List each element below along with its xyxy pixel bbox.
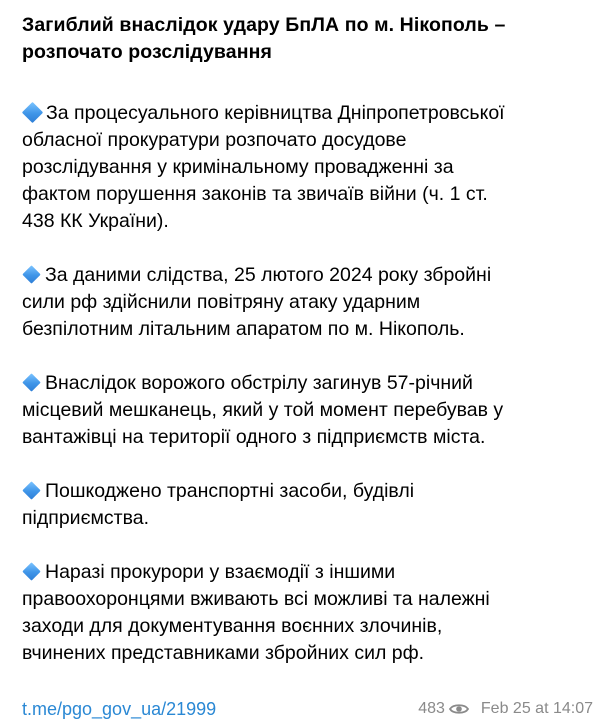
paragraph-3: Внаслідок ворожого обстрілу загинув 57-річний місцевий мешканець, який у той момент перебував у вантажівці на території одного з підприємств міста.: [22, 372, 504, 448]
blue-diamond-icon: [22, 563, 40, 581]
paragraph-5: Наразі прокурори у взаємодії з іншими правоохоронцями вживають всі можливі та належні заходи для документування воєнних злочинів, вчинених представниками збройних сил рф.: [22, 561, 490, 664]
post-link[interactable]: t.me/pgo_gov_ua/21999: [22, 698, 217, 719]
message-footer: [22, 697, 593, 721]
blue-diamond-icon: [22, 482, 40, 500]
blue-diamond-icon: [22, 374, 40, 392]
message-meta: [418, 700, 593, 718]
blue-diamond-icon: [22, 266, 40, 284]
blue-diamond-icon: [22, 102, 43, 123]
post-title-line-2: розпочато розслідування: [22, 41, 272, 63]
post-title: [22, 12, 591, 66]
paragraph-4: Пошкоджено транспортні засоби, будівлі підприємства.: [22, 480, 415, 529]
eye-icon: [449, 702, 469, 716]
post-title-line-1: Загиблий внаслідок удару БпЛА по м. Нікополь –: [22, 14, 506, 36]
message-date: Feb 25 at 14:07: [480, 700, 593, 717]
paragraph-1: За процесуального керівництва Дніпропетровської обласної прокуратури розпочато досудове розслідування у кримінальному провадженні за фактом порушення законів та звичаїв війни (ч. 1 ст. 438 КК України).: [22, 102, 505, 232]
paragraph-2: За даними слідства, 25 лютого 2024 року збройні сили рф здійснили повітряну атаку ударним безпілотним літальним апаратом по м. Нікополь.: [22, 264, 492, 340]
views-count: 483: [418, 700, 445, 717]
